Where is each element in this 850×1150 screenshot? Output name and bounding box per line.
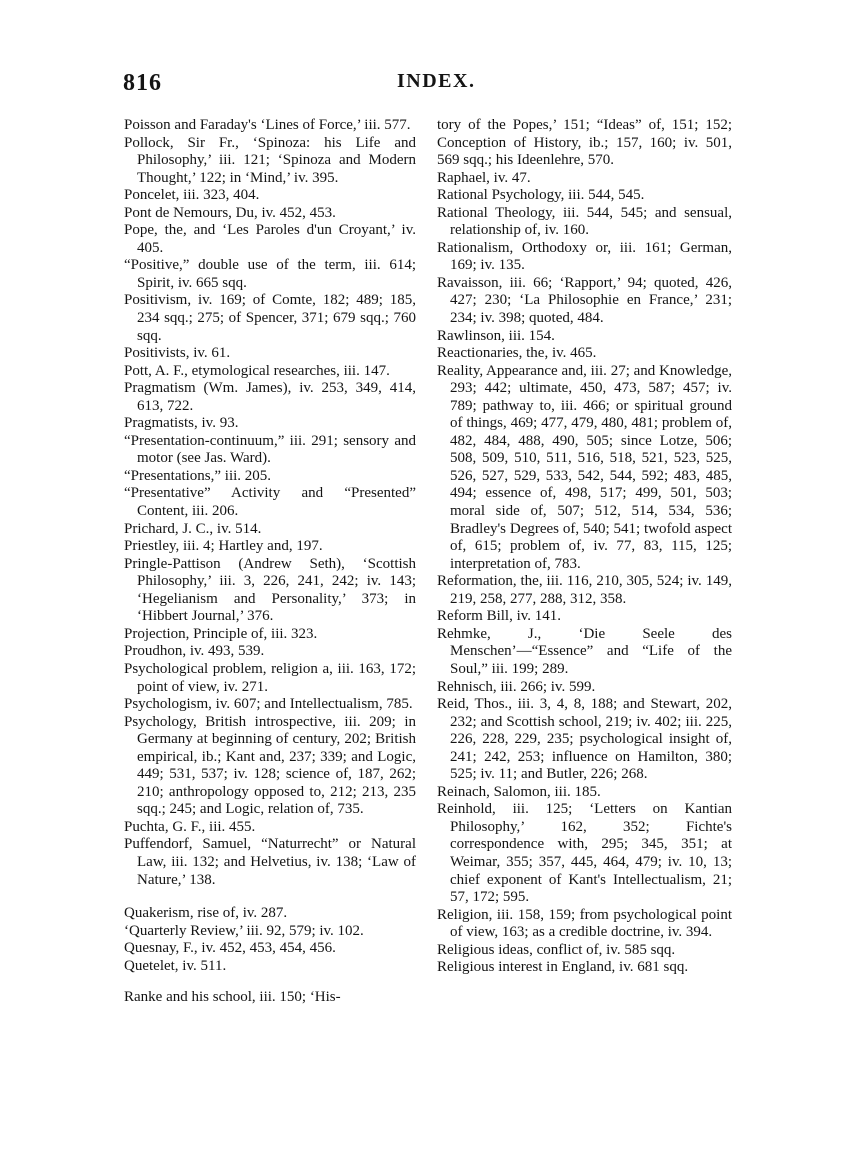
index-entry: Rawlinson, iii. 154. xyxy=(437,327,555,344)
index-entry: “Positive,” double use of the term, iii. 614; Spirit, iv. 665 sqq. xyxy=(124,257,416,291)
index-entry: Psychology, British introspective, iii. 209; in Germany at beginning of century, 202; British empirical, ib.; Kant and, 237; 339; and Logic, 449; 531, 537; iv. 128; science of, 187, 262; 210; anthropology opposed to, 212; 213, 235 sqq.; 245; and Logic, relation of, 735. xyxy=(124,713,416,818)
index-entry: Psychological problem, religion a, iii. 163, 172; point of view, iv. 271. xyxy=(124,660,416,695)
index-entry: Rational Theology, iii. 544, 545; and sensual, relationship of, iv. 160. xyxy=(437,204,732,239)
index-entry: Proudhon, iv. 493, 539. xyxy=(124,643,265,660)
index-entry: “Presentations,” iii. 205. xyxy=(124,467,272,484)
index-entry: Rationalism, Orthodoxy or, iii. 161; German, 169; iv. 135. xyxy=(437,239,732,274)
index-entry: Positivists, iv. 61. xyxy=(124,345,231,362)
index-entry: Pragmatism (Wm. James), iv. 253, 349, 414, 613, 722. xyxy=(124,380,416,414)
index-entry: Ravaisson, iii. 66; ‘Rapport,’ 94; quoted, 426, 427; 230; ‘La Philosophie en France,’ 231; 234; iv. 398; quoted, 484. xyxy=(437,274,732,327)
page-number: 816 xyxy=(123,70,162,96)
index-entry: Religion, iii. 158, 159; from psychological point of view, 163; as a credible doctrine, iv. 394. xyxy=(437,906,732,941)
index-entry: Psychologism, iv. 607; and Intellectualism, 785. xyxy=(124,696,413,713)
index-entry: ‘Quarterly Review,’ iii. 92, 579; iv. 102. xyxy=(124,922,364,939)
index-entry: Pott, A. F., etymological researches, iii. 147. xyxy=(124,362,390,379)
index-entry: Positivism, iv. 169; of Comte, 182; 489; 185, 234 sqq.; 275; of Spencer, 371; 679 sqq.; 760 sqq. xyxy=(124,292,416,344)
index-entry: Raphael, iv. 47. xyxy=(437,169,531,186)
index-entry: Poisson and Faraday's ‘Lines of Force,’ iii. 577. xyxy=(124,117,411,133)
index-entry: Reinach, Salomon, iii. 185. xyxy=(437,783,601,800)
index-entry: Rational Psychology, iii. 544, 545. xyxy=(437,187,645,204)
index-entry: “Presentation-continuum,” iii. 291; sensory and motor (see Jas. Ward). xyxy=(124,432,416,467)
index-entry: Quetelet, iv. 511. xyxy=(124,957,227,974)
index-entry: Projection, Principle of, iii. 323. xyxy=(124,625,318,642)
left-column xyxy=(124,117,416,1007)
index-entry: Rehmke, J., ‘Die Seele des Menschen’—“Essence” and “Life of the Soul,” iii. 199; 289. xyxy=(437,625,732,677)
index-entry: Ranke and his school, iii. 150; ‘His- xyxy=(124,989,341,1006)
index-entry: Reality, Appearance and, iii. 27; and Knowledge, 293; 442; ultimate, 450, 473, 587; 457; iv. 789; pathway to, iii. 466; or spiritual ground of things, 469; 477, 479, 480, 481; problem of, 482, 484, 488, 490, 505; since Lotze, 506; 508, 509, 510, 511, 516, 518, 521, 523, 525, 526, 527, 529, 533, 542, 544, 592; 483, 485, 494; essence of, 498, 517; 499, 501, 503; moral side of, 507; 512, 514, 534, 536; Bradley's Degrees of, 540; 541; twofold aspect of, 615; problem of, iv. 77, 83, 115, 125; interpretation of, 783. xyxy=(437,362,732,572)
running-head: INDEX. xyxy=(397,70,476,92)
index-entry: Reform Bill, iv. 141. xyxy=(437,608,562,625)
index-entry: Religious ideas, conflict of, iv. 585 sqq. xyxy=(437,941,676,958)
page-header xyxy=(123,70,729,100)
index-entry: Rehnisch, iii. 266; iv. 599. xyxy=(437,678,596,695)
right-column xyxy=(437,117,732,977)
index-entry: Puffendorf, Samuel, “Naturrecht” or Natural Law, iii. 132; and Helvetius, iv. 138; ‘Law of Nature,’ 138. xyxy=(124,836,416,888)
index-entry: Priestley, iii. 4; Hartley and, 197. xyxy=(124,538,323,555)
index-entry: Pringle-Pattison (Andrew Seth), ‘Scottish Philosophy,’ iii. 3, 226, 241, 242; iv. 143; ‘Hegelianism and Personality,’ 373; in ‘Hibbert Journal,’ 376. xyxy=(124,555,416,625)
index-entry: Reinhold, iii. 125; ‘Letters on Kantian Philosophy,’ 162, 352; Fichte's correspondence with, 295; 345, 351; at Weimar, 355; 357, 445, 464, 479; iv. 10, 13; chief exponent of Kant's Intellectualism, 21; 57, 172; 595. xyxy=(437,801,732,906)
index-entry: Pope, the, and ‘Les Paroles d'un Croyant,’ iv. 405. xyxy=(124,222,416,256)
index-entry: “Presentative” Activity and “Presented” Content, iii. 206. xyxy=(124,485,416,520)
index-entry: Poncelet, iii. 323, 404. xyxy=(124,187,260,204)
index-entry: Reid, Thos., iii. 3, 4, 8, 188; and Stewart, 202, 232; and Scottish school, 219; iv. 402; iii. 225, 226, 228, 229, 235; psychological insight of, 241; 242, 253; influence on Hamilton, 380; 525; iv. 11; and Butler, 226; 268. xyxy=(437,696,732,783)
index-entry: Quesnay, F., iv. 452, 453, 454, 456. xyxy=(124,940,336,957)
index-entry: Religious interest in England, iv. 681 sqq. xyxy=(437,959,689,976)
index-entry: Puchta, G. F., iii. 455. xyxy=(124,818,256,835)
index-entry: Reformation, the, iii. 116, 210, 305, 524; iv. 149, 219, 258, 277, 288, 312, 358. xyxy=(437,573,732,607)
index-entry-continuation: tory of the Popes,’ 151; “Ideas” of, 151; 152; Conception of History, ib.; 157, 160; iv. 501, 569 sqq.; his Ideenlehre, 570. xyxy=(437,117,732,169)
index-entry: Reactionaries, the, iv. 465. xyxy=(437,345,597,362)
index-entry: Pollock, Sir Fr., ‘Spinoza: his Life and Philosophy,’ iii. 121; ‘Spinoza and Modern Thought,’ 122; in ‘Mind,’ iv. 395. xyxy=(124,134,416,186)
index-entry: Quakerism, rise of, iv. 287. xyxy=(124,905,288,922)
index-entry: Prichard, J. C., iv. 514. xyxy=(124,520,262,537)
index-entry: Pont de Nemours, Du, iv. 452, 453. xyxy=(124,204,336,221)
index-entry: Pragmatists, iv. 93. xyxy=(124,415,239,432)
